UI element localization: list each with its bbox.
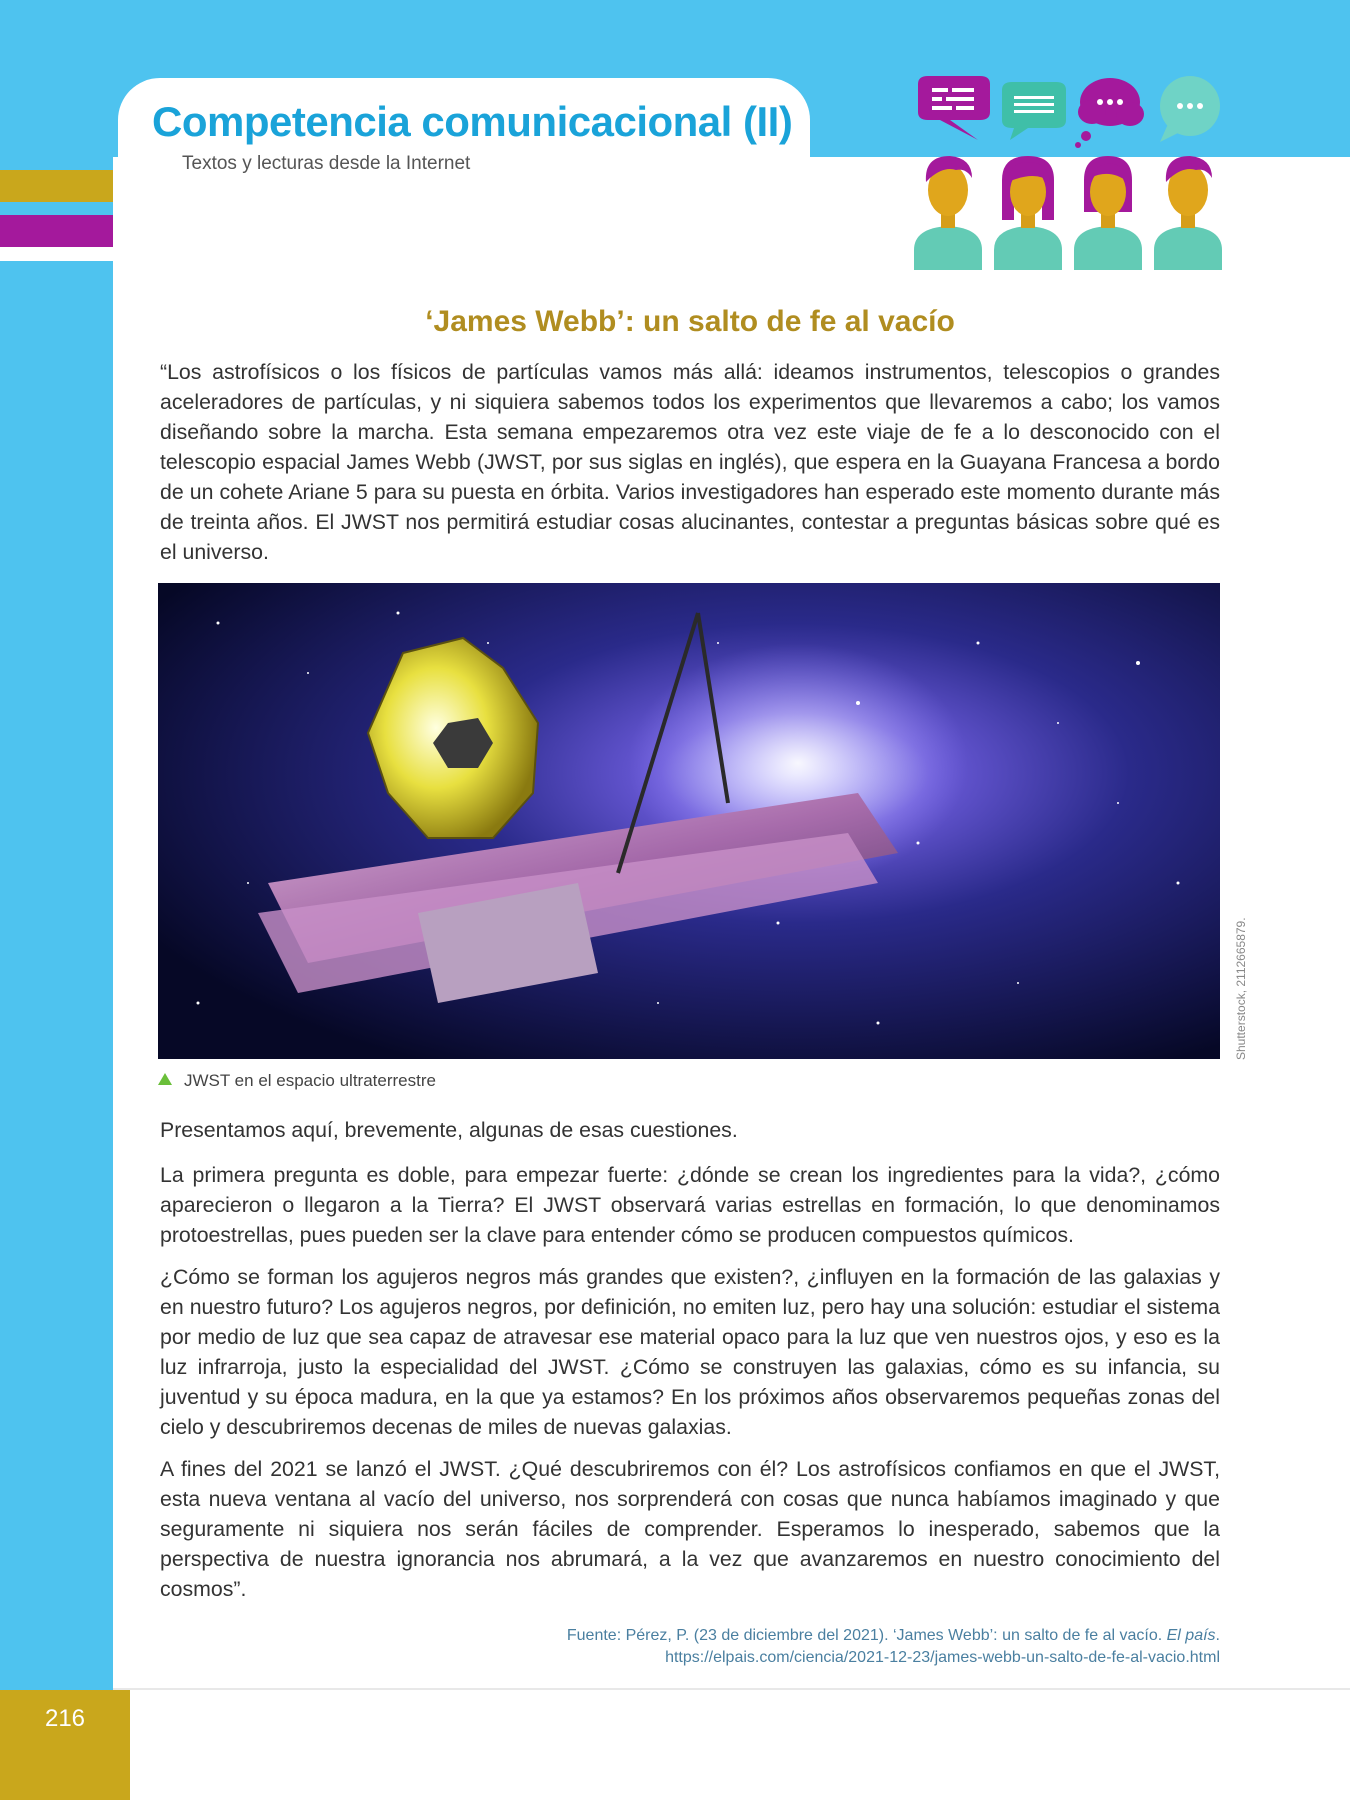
message-bubble-icon	[1002, 82, 1066, 140]
paragraph: La primera pregunta es doble, para empezar fuerte: ¿dónde se crean los ingredientes para la vida?, ¿cómo aparecieron o llegaron a la Tierra? El JWST observará varias estrellas en formación, lo que denominamos protoestrellas, pues pueden ser la clave para entender cómo se producen compuestos químicos.	[160, 1163, 1220, 1247]
article-heading: ‘James Webb’: un salto de fe al vacío	[425, 305, 955, 338]
person-icon	[914, 156, 982, 270]
gold-stripe	[0, 170, 113, 202]
paragraph: ¿Cómo se forman los agujeros negros más grandes que existen?, ¿influyen en la formación de las galaxias y en nuestro futuro? Los agujeros negros, por definición, no emiten luz, pero hay una solución: estudiar el sistema por medio de luz que sea capaz de atravesar ese material opaco para la luz que ven nuestros ojos, y eso es la luz infrarroja, justo la especialidad del JWST. ¿Cómo se construyen las galaxias, cómo es su infancia, su juventud y su época madura, en la que ya estamos? En los próximos años observaremos pequeñas zonas del cielo y descubriremos decenas de miles de nuevas galaxias.	[160, 1265, 1220, 1439]
person-icon	[1154, 156, 1222, 270]
paragraph: Presentamos aquí, brevemente, algunas de esas cuestiones.	[160, 1118, 738, 1142]
white-strip	[0, 247, 113, 261]
source-suffix: .	[1215, 1627, 1220, 1644]
triangle-icon	[158, 1073, 172, 1085]
jwst-photo	[158, 583, 1220, 1059]
figure-caption	[158, 1071, 436, 1091]
source-publication: El país	[1166, 1627, 1216, 1644]
photo-credit: Shutterstock, 2112665879.	[1234, 917, 1248, 1060]
person-icon	[1074, 156, 1142, 270]
speech-bubble-icon	[1160, 76, 1220, 142]
source-url[interactable]: https://elpais.com/ciencia/2021-12-23/james-webb-un-salto-de-fe-al-vacio.html	[665, 1649, 1220, 1666]
thought-cloud-icon	[1075, 78, 1144, 148]
caption-text: JWST en el espacio ultraterrestre	[184, 1071, 436, 1090]
left-margin-band	[0, 157, 113, 1690]
source-prefix: Fuente: Pérez, P. (23 de diciembre del 2021). ‘James Webb’: un salto de fe al vacío.	[566, 1627, 1167, 1644]
page-title: Competencia comunicacional (II)	[152, 98, 793, 145]
page-number: 216	[44, 1705, 86, 1732]
page-subtitle: Textos y lecturas desde la Internet	[182, 153, 471, 174]
purple-stripe	[0, 215, 113, 247]
paragraph: A fines del 2021 se lanzó el JWST. ¿Qué descubriremos con él? Los astrofísicos confiamos en que el JWST, esta nueva ventana al vacío del universo, nos sorprenderá con cosas que nunca habíamos imaginado y que seguramente ni siquiera nos serán fáciles de comprender. Esperamos lo inesperado, sabemos que la perspectiva de nuestra ignorancia nos abrumará, a la vez que avanzaremos en nuestro conocimiento del cosmos”.	[160, 1457, 1220, 1601]
chat-bubble-icon	[918, 76, 990, 140]
source-citation	[420, 1627, 1220, 1645]
article-intro: “Los astrofísicos o los físicos de partículas vamos más allá: ideamos instrumentos, telescopios o grandes aceleradores de partículas, y ni siquiera sabemos todos los experimentos que llevaremos a cabo; los vamos diseñando sobre la marcha. Esta semana empezaremos otra vez este viaje de fe a lo desconocido con el telescopio espacial James Webb (JWST, por sus siglas en inglés), que espera en la Guayana Francesa a bordo de un cohete Ariane 5 para su puesta en órbita. Varios investigadores han esperado este momento durante más de treinta años. El JWST nos permitirá estudiar cosas alucinantes, contestar a preguntas básicas sobre qué es el universo.	[160, 360, 1220, 564]
communication-illustration	[910, 70, 1230, 270]
person-icon	[994, 156, 1062, 270]
footer-rule	[113, 1688, 1350, 1690]
